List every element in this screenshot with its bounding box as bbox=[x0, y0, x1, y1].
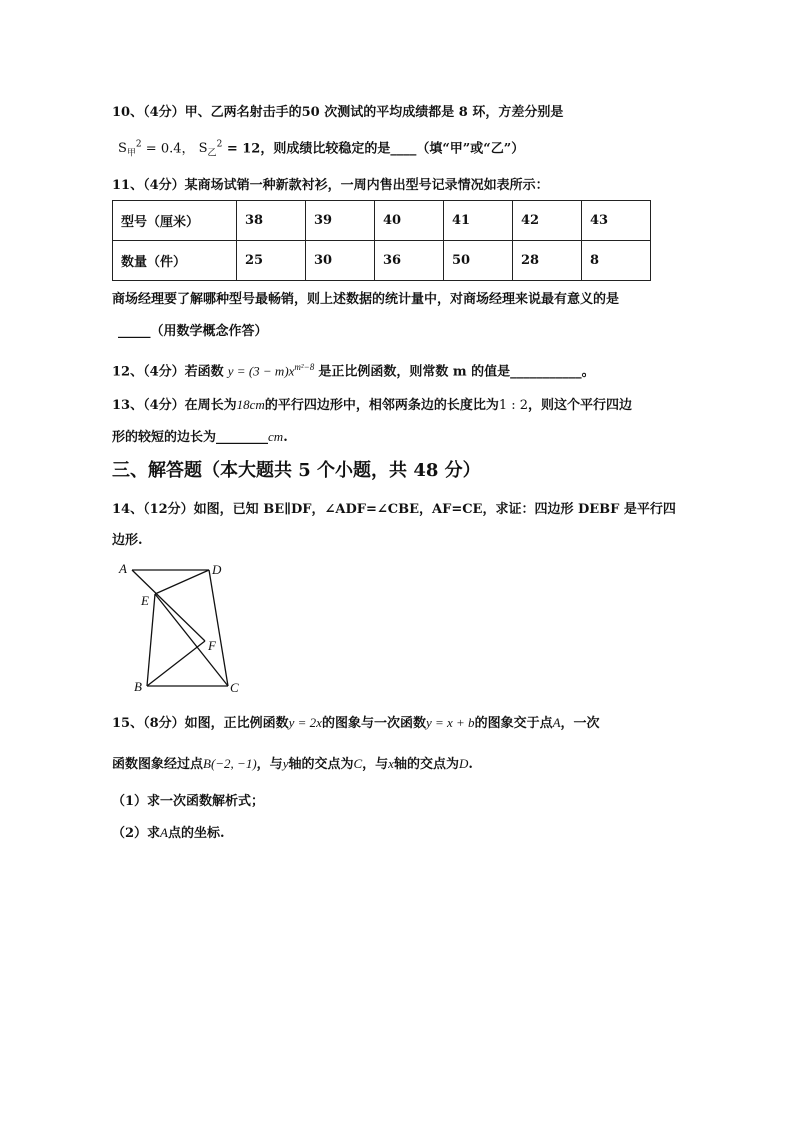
q15-formula-1: y = 2x bbox=[288, 715, 322, 730]
q13-text: 形的较短的边长为________ bbox=[112, 430, 269, 445]
q15-point-c: C bbox=[353, 756, 363, 771]
size-table bbox=[112, 200, 651, 281]
q15-sub2 bbox=[112, 826, 225, 840]
label-a: A bbox=[119, 561, 127, 576]
table-row bbox=[113, 241, 651, 281]
label-b: B bbox=[134, 679, 142, 694]
q15-text: 的图象与一次函数 bbox=[321, 716, 426, 731]
table-cell: 41 bbox=[444, 201, 513, 241]
q13-ratio: 1 : 2 bbox=[498, 398, 529, 413]
table-cell: 39 bbox=[306, 201, 375, 241]
q15-text: （2）求 bbox=[112, 826, 161, 841]
segment-bf bbox=[147, 641, 205, 686]
table-cell: 30 bbox=[306, 241, 375, 281]
table-cell: 25 bbox=[237, 241, 306, 281]
q13-text: ，则这个平行四边 bbox=[528, 398, 633, 413]
q12-suffix: 是正比例函数，则常数 m 的值是___________。 bbox=[318, 364, 595, 380]
q15-line1 bbox=[112, 716, 600, 730]
q15-point-b: B(−2, −1) bbox=[203, 756, 257, 771]
q15-text: 轴的交点为 bbox=[393, 757, 459, 772]
q15-line2 bbox=[112, 757, 473, 771]
q15-point-d: D bbox=[458, 756, 469, 771]
q13-unit: cm bbox=[268, 429, 284, 444]
q15-text: 的图象交于点 bbox=[474, 716, 553, 731]
q15-formula-2: y = x + b bbox=[425, 715, 475, 730]
q15-text: . bbox=[468, 757, 473, 772]
parallelogram-figure bbox=[112, 557, 252, 699]
q15-text: ，与 bbox=[256, 757, 283, 772]
q10-line2 bbox=[118, 141, 524, 159]
label-c: C bbox=[230, 680, 239, 695]
q12-formula: y = (3 − m)x bbox=[227, 363, 295, 379]
label-f: F bbox=[208, 638, 216, 653]
q11-line1: 11、（4分）某商场试销一种新款衬衫，一周内售出型号记录情况如表所示： bbox=[112, 178, 549, 193]
table-cell: 43 bbox=[582, 201, 651, 241]
table-cell: 40 bbox=[375, 201, 444, 241]
q15-sub1: （1）求一次函数解析式； bbox=[112, 794, 265, 809]
q12-line bbox=[112, 363, 595, 378]
q14-line1: 14、（12分）如图，已知 BE∥DF，∠ADF=∠CBE，AF=CE，求证：四边形 DEBF 是平行四 bbox=[112, 502, 676, 517]
q15-text: 轴的交点为 bbox=[288, 757, 354, 772]
q13-text: 的平行四边形中，相邻两条边的长度比为 bbox=[264, 398, 499, 413]
table-cell: 42 bbox=[513, 201, 582, 241]
q15-text: ，一次 bbox=[560, 716, 600, 731]
label-d: D bbox=[212, 562, 222, 577]
table-cell: 8 bbox=[582, 241, 651, 281]
s-jia: $S_甲^2$ bbox=[118, 140, 142, 159]
segment-ed bbox=[155, 570, 209, 594]
segment-ec bbox=[155, 594, 228, 686]
q13-value: 18cm bbox=[236, 397, 265, 412]
q15-sub2-point: A bbox=[160, 825, 168, 840]
q11-line3: _____（用数学概念作答） bbox=[118, 324, 268, 339]
q10-line1: 10、（4分）甲、乙两名射击手的50 次测试的平均成绩都是 8 环，方差分别是 bbox=[112, 105, 564, 120]
q15-text: ，与 bbox=[362, 757, 389, 772]
q15-text: 15、（8分）如图，正比例函数 bbox=[112, 716, 289, 731]
q14-line2: 边形. bbox=[112, 533, 143, 548]
q13-text: 13、（4分）在周长为 bbox=[112, 398, 237, 413]
table-cell: 型号（厘米） bbox=[113, 201, 237, 241]
s-yi: $S_乙^2$ bbox=[198, 140, 223, 159]
table-row bbox=[113, 201, 651, 241]
table-cell: 50 bbox=[444, 241, 513, 281]
q15-point-a: A bbox=[552, 715, 561, 730]
table-cell: 数量（件） bbox=[113, 241, 237, 281]
q15-axis-y: y bbox=[282, 756, 289, 771]
q12-exponent: m²−8 bbox=[294, 362, 315, 372]
segment-dc bbox=[209, 570, 228, 686]
table-cell: 28 bbox=[513, 241, 582, 281]
q11-line2: 商场经理要了解哪种型号最畅销，则上述数据的统计量中，对商场经理来说最有意义的是 bbox=[112, 292, 620, 307]
table-cell: 36 bbox=[375, 241, 444, 281]
section-heading: 三、解答题（本大题共 5 个小题，共 48 分） bbox=[112, 460, 481, 481]
table-cell: 38 bbox=[237, 201, 306, 241]
s-jia-value: = 0.4， bbox=[141, 141, 195, 157]
q15-axis-x: x bbox=[388, 756, 394, 771]
s-yi-value: = 12，则成绩比较稳定的是____（填“甲”或“乙”） bbox=[222, 141, 525, 157]
label-e: E bbox=[141, 593, 149, 608]
q15-text: 点的坐标. bbox=[168, 826, 225, 841]
q13-line1 bbox=[112, 398, 632, 412]
q12-prefix: 12、（4分）若函数 bbox=[112, 364, 224, 380]
q13-text: . bbox=[283, 430, 288, 445]
q13-line2 bbox=[112, 430, 288, 444]
q15-text: 函数图象经过点 bbox=[112, 757, 204, 772]
